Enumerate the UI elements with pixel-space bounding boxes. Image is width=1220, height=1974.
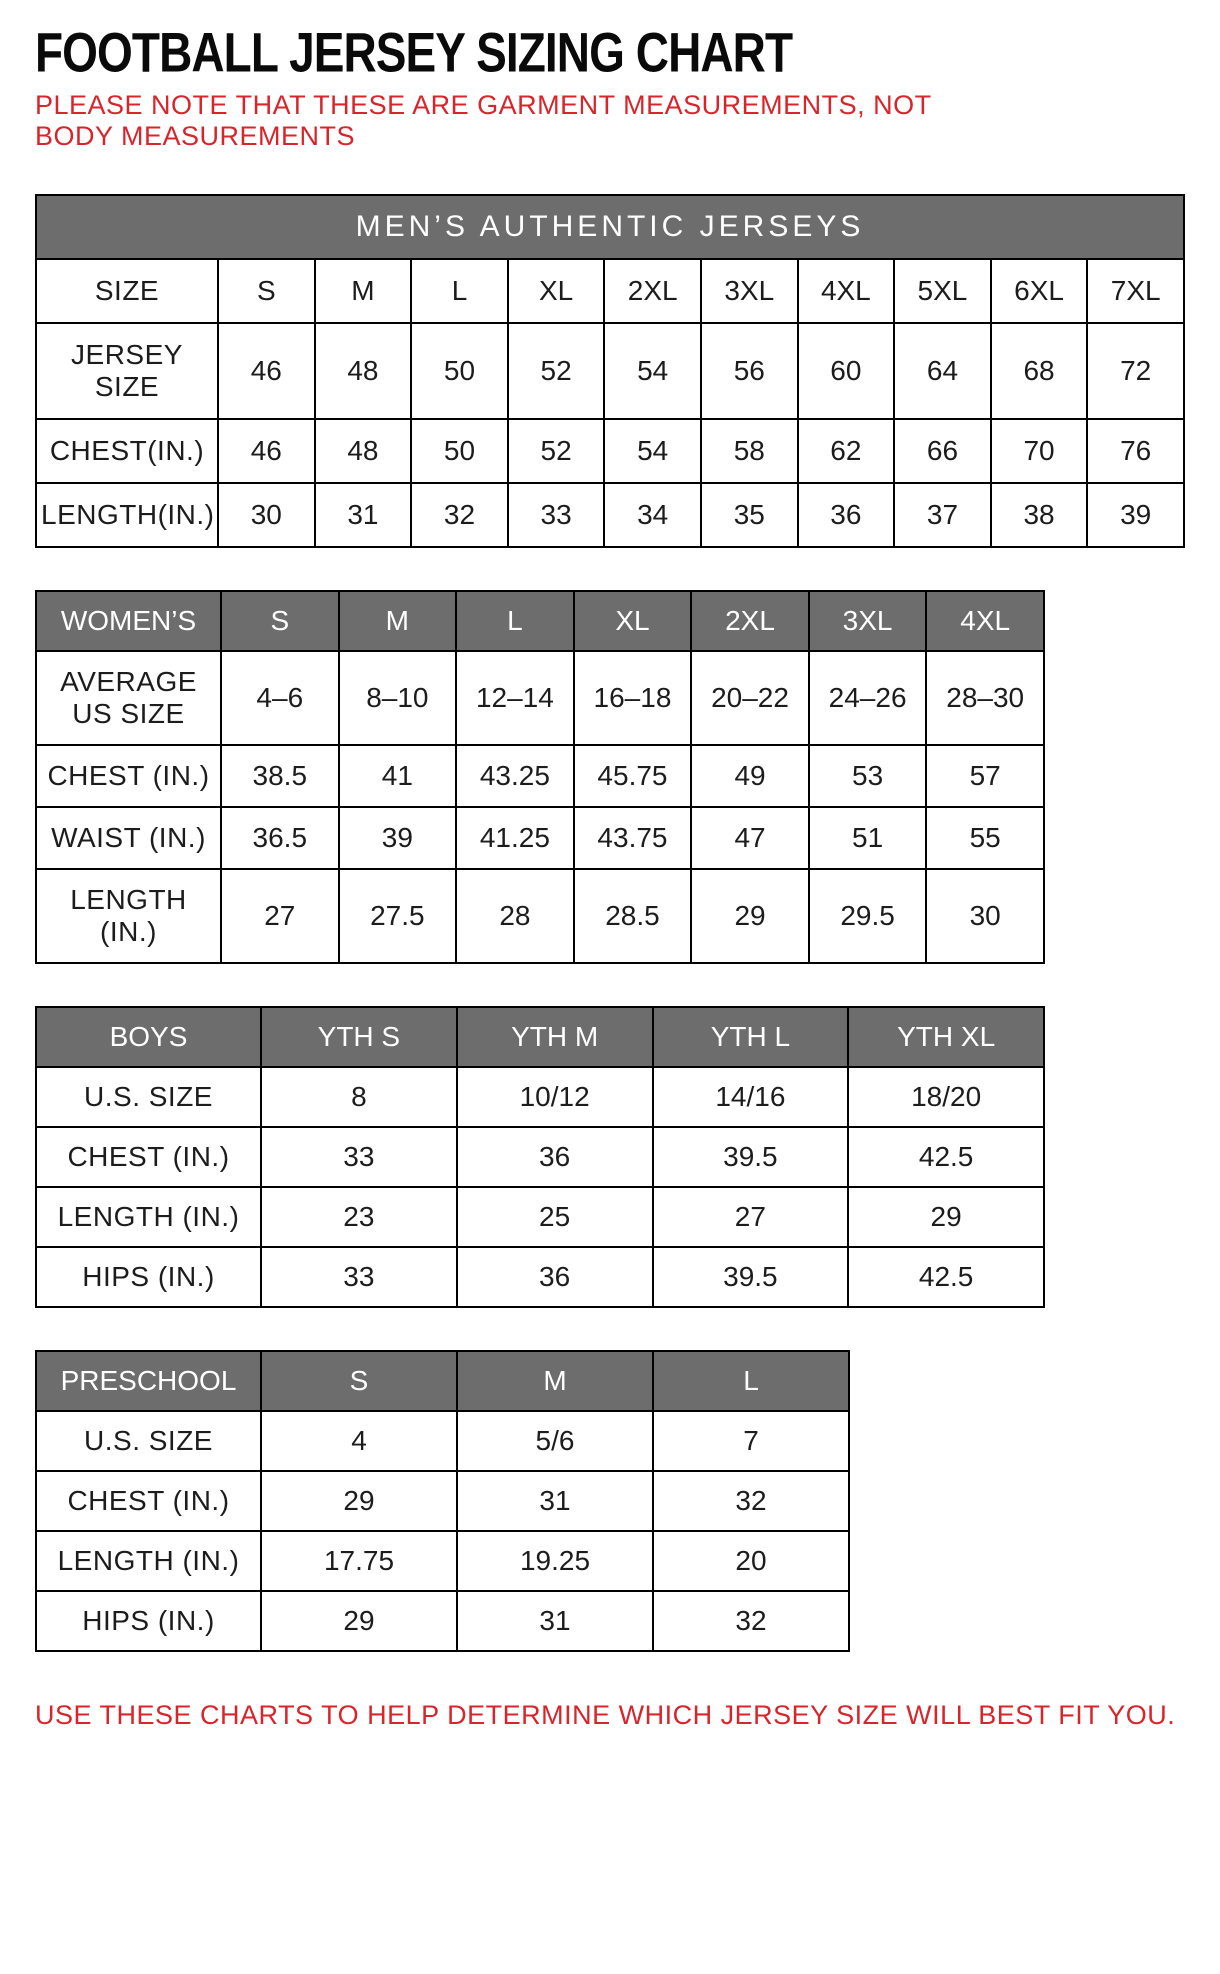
size-value: 41 [339, 745, 457, 807]
size-value: 32 [411, 483, 508, 547]
size-value: 20 [653, 1531, 849, 1591]
mens-authentic-jerseys-table [35, 194, 1185, 548]
size-value: 7 [653, 1411, 849, 1471]
table-row [36, 419, 1184, 483]
size-value: 49 [691, 745, 809, 807]
column-header: 3XL [809, 591, 927, 651]
size-value: 39 [1087, 483, 1184, 547]
size-value: 31 [457, 1471, 653, 1531]
size-value: M [315, 259, 412, 323]
size-value: 19.25 [457, 1531, 653, 1591]
size-value: 58 [701, 419, 798, 483]
size-value: 31 [457, 1591, 653, 1651]
size-value: 33 [508, 483, 605, 547]
size-value: 14/16 [653, 1067, 849, 1127]
size-value: 54 [604, 323, 701, 419]
size-value: 29 [261, 1591, 457, 1651]
size-value: 48 [315, 419, 412, 483]
row-label: CHEST (IN.) [36, 745, 221, 807]
column-header: 4XL [926, 591, 1044, 651]
row-label: HIPS (IN.) [36, 1591, 261, 1651]
table-row [36, 651, 1044, 745]
column-header: M [339, 591, 457, 651]
size-value: 8 [261, 1067, 457, 1127]
size-value: 36 [457, 1247, 653, 1307]
column-header: M [457, 1351, 653, 1411]
size-value: 50 [411, 323, 508, 419]
table-row [36, 1187, 1044, 1247]
size-value: 76 [1087, 419, 1184, 483]
table-row [36, 1531, 849, 1591]
size-value: 52 [508, 419, 605, 483]
size-value: 18/20 [848, 1067, 1044, 1127]
row-label: LENGTH (IN.) [36, 1531, 261, 1591]
size-value: 48 [315, 323, 412, 419]
size-value: 56 [701, 323, 798, 419]
preschool-sizing-table [35, 1350, 850, 1652]
column-header: YTH S [261, 1007, 457, 1067]
size-value: 52 [508, 323, 605, 419]
row-label: HIPS (IN.) [36, 1247, 261, 1307]
size-value: 31 [315, 483, 412, 547]
size-value: 47 [691, 807, 809, 869]
size-value: 6XL [991, 259, 1088, 323]
size-value: 30 [218, 483, 315, 547]
size-value: 36.5 [221, 807, 339, 869]
size-value: 39 [339, 807, 457, 869]
table-row [36, 1067, 1044, 1127]
size-value: 27 [221, 869, 339, 963]
row-label: AVERAGE US SIZE [36, 651, 221, 745]
womens-sizing-table [35, 590, 1045, 964]
size-value: 4–6 [221, 651, 339, 745]
size-value: 29 [848, 1187, 1044, 1247]
size-value: 62 [798, 419, 895, 483]
table-row [36, 807, 1044, 869]
size-value: 38.5 [221, 745, 339, 807]
column-header: YTH L [653, 1007, 849, 1067]
row-label: U.S. SIZE [36, 1411, 261, 1471]
size-value: 7XL [1087, 259, 1184, 323]
table-row [36, 1247, 1044, 1307]
boys-sizing-table [35, 1006, 1045, 1308]
column-header: S [221, 591, 339, 651]
size-value: 29 [691, 869, 809, 963]
size-value: 68 [991, 323, 1088, 419]
size-value: 16–18 [574, 651, 692, 745]
table-header-row [36, 1007, 1044, 1067]
size-value: 38 [991, 483, 1088, 547]
row-label: JERSEY SIZE [36, 323, 218, 419]
size-value: 64 [894, 323, 991, 419]
size-value: XL [508, 259, 605, 323]
column-header: YTH XL [848, 1007, 1044, 1067]
column-header: L [653, 1351, 849, 1411]
row-label: U.S. SIZE [36, 1067, 261, 1127]
size-value: 57 [926, 745, 1044, 807]
size-value: 34 [604, 483, 701, 547]
size-value: 66 [894, 419, 991, 483]
size-value: 46 [218, 323, 315, 419]
size-value: 4 [261, 1411, 457, 1471]
size-value: 42.5 [848, 1127, 1044, 1187]
row-label: CHEST (IN.) [36, 1471, 261, 1531]
table-row [36, 483, 1184, 547]
table-row [36, 259, 1184, 323]
size-value: 17.75 [261, 1531, 457, 1591]
row-label: CHEST(IN.) [36, 419, 218, 483]
table-header-row [36, 591, 1044, 651]
size-value: 20–22 [691, 651, 809, 745]
size-value: 33 [261, 1127, 457, 1187]
size-value: 39.5 [653, 1127, 849, 1187]
size-value: 12–14 [456, 651, 574, 745]
size-value: 43.75 [574, 807, 692, 869]
size-value: 29 [261, 1471, 457, 1531]
footer-note: USE THESE CHARTS TO HELP DETERMINE WHICH JERSEY SIZE WILL BEST FIT YOU. [35, 1700, 1176, 1731]
size-value: 28–30 [926, 651, 1044, 745]
size-value: 55 [926, 807, 1044, 869]
size-value: 54 [604, 419, 701, 483]
size-value: 27 [653, 1187, 849, 1247]
table-row [36, 1471, 849, 1531]
size-value: 36 [457, 1127, 653, 1187]
size-value: 24–26 [809, 651, 927, 745]
table-title: PRESCHOOL [36, 1351, 261, 1411]
size-value: 23 [261, 1187, 457, 1247]
garment-measurements-note: PLEASE NOTE THAT THESE ARE GARMENT MEASUREMENTS, NOT BODY MEASUREMENTS [35, 90, 932, 152]
table-row [36, 1127, 1044, 1187]
table-header-row [36, 195, 1184, 259]
table-row [36, 1411, 849, 1471]
table-title: MEN’S AUTHENTIC JERSEYS [36, 195, 1184, 259]
table-row [36, 745, 1044, 807]
size-value: 28.5 [574, 869, 692, 963]
table-header-row [36, 1351, 849, 1411]
table-title: BOYS [36, 1007, 261, 1067]
column-header: 2XL [691, 591, 809, 651]
size-value: 42.5 [848, 1247, 1044, 1307]
column-header: S [261, 1351, 457, 1411]
row-label: LENGTH(IN.) [36, 483, 218, 547]
size-value: 8–10 [339, 651, 457, 745]
size-value: 41.25 [456, 807, 574, 869]
size-value: 45.75 [574, 745, 692, 807]
size-value: 39.5 [653, 1247, 849, 1307]
table-row [36, 1591, 849, 1651]
size-value: 10/12 [457, 1067, 653, 1127]
size-value: 70 [991, 419, 1088, 483]
table-row [36, 869, 1044, 963]
size-value: 2XL [604, 259, 701, 323]
row-label: WAIST (IN.) [36, 807, 221, 869]
size-value: 25 [457, 1187, 653, 1247]
size-value: 37 [894, 483, 991, 547]
size-value: 4XL [798, 259, 895, 323]
size-value: 35 [701, 483, 798, 547]
size-value: S [218, 259, 315, 323]
size-value: 5/6 [457, 1411, 653, 1471]
size-value: 32 [653, 1591, 849, 1651]
size-value: 36 [798, 483, 895, 547]
size-value: 72 [1087, 323, 1184, 419]
size-value: 28 [456, 869, 574, 963]
table-title: WOMEN’S [36, 591, 221, 651]
column-header: XL [574, 591, 692, 651]
size-value: 46 [218, 419, 315, 483]
size-value: 51 [809, 807, 927, 869]
size-value: 5XL [894, 259, 991, 323]
row-label: LENGTH (IN.) [36, 1187, 261, 1247]
column-header: YTH M [457, 1007, 653, 1067]
size-value: 53 [809, 745, 927, 807]
size-value: 32 [653, 1471, 849, 1531]
size-value: 27.5 [339, 869, 457, 963]
size-value: 30 [926, 869, 1044, 963]
row-label: CHEST (IN.) [36, 1127, 261, 1187]
column-header: L [456, 591, 574, 651]
size-value: 29.5 [809, 869, 927, 963]
size-value: 33 [261, 1247, 457, 1307]
row-label: SIZE [36, 259, 218, 323]
page-title: FOOTBALL JERSEY SIZING CHART [35, 21, 793, 84]
size-value: 60 [798, 323, 895, 419]
size-value: 50 [411, 419, 508, 483]
size-value: 43.25 [456, 745, 574, 807]
size-value: L [411, 259, 508, 323]
table-row [36, 323, 1184, 419]
row-label: LENGTH (IN.) [36, 869, 221, 963]
size-value: 3XL [701, 259, 798, 323]
